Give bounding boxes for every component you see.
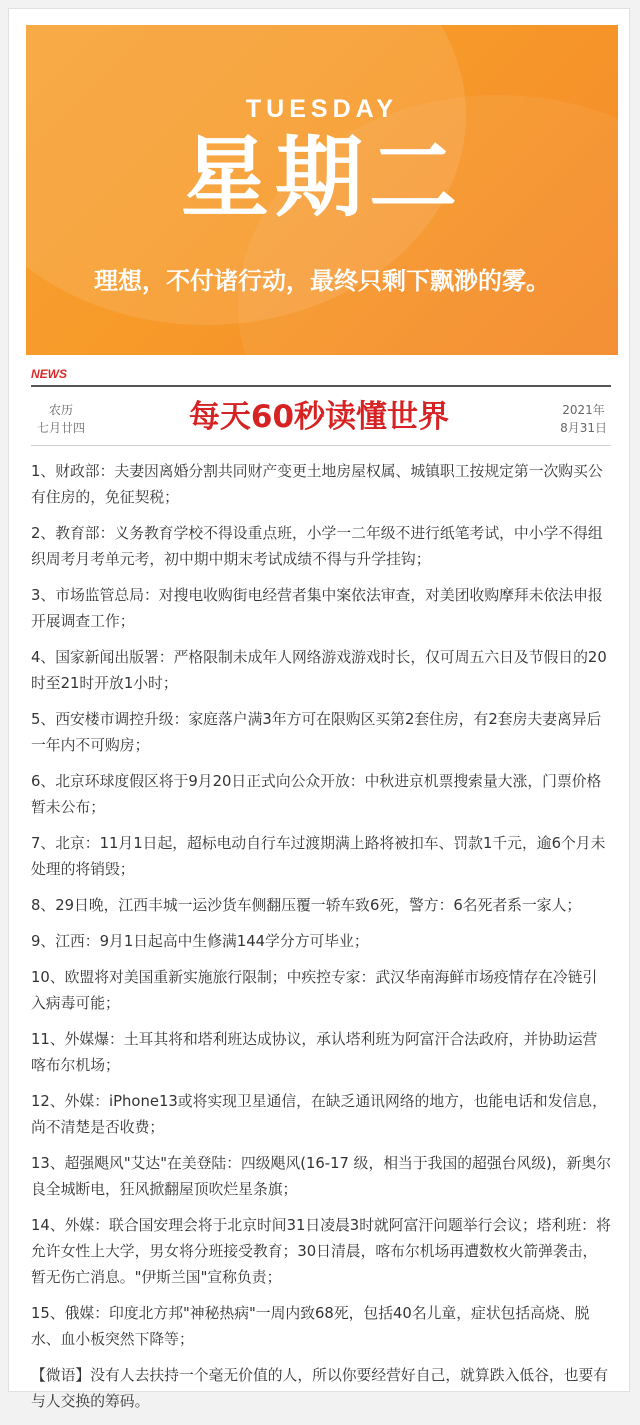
news-item-10: 10、欧盟将对美国重新实施旅行限制；中疾控专家：武汉华南海鲜市场疫情存在冷链引入病毒可能； xyxy=(31,969,598,1012)
quote-item: 【微语】没有人去扶持一个毫无价值的人，所以你要经营好自己，就算跌入低谷，也要有与人交换的筹码。 xyxy=(31,1367,609,1410)
news-tag: NEWS xyxy=(31,367,67,381)
news-item-6: 6、北京环球度假区将于9月20日正式向公众开放：中秋进京机票搜索量大涨，门票价格暂未公布； xyxy=(31,773,602,816)
news-item-14: 14、外媒：联合国安理会将于北京时间31日凌晨3时就阿富汗问题举行会议；塔利班：将允许女性上大学，男女将分班接受教育；30日清晨，喀布尔机场再遭数枚火箭弹袭击，暂无伤亡消息。"伊斯兰国"宣称负责； xyxy=(31,1217,611,1286)
news-item-4: 4、国家新闻出版署：严格限制未成年人网络游戏游戏时长，仅可周五六日及节假日的20时至21时开放1小时； xyxy=(31,649,607,692)
weekday-banner xyxy=(26,25,618,355)
weekday-chinese: 星期二 xyxy=(180,126,463,229)
news-item-12: 12、外媒：iPhone13或将实现卫星通信，在缺乏通讯网络的地方，也能电话和发信息，尚不清楚是否收费； xyxy=(31,1093,607,1136)
news-item-5: 5、西安楼市调控升级：家庭落户满3年方可在限购区买第2套住房，有2套房夫妻离异后一年内不可购房； xyxy=(31,711,602,754)
lunar-day: 七月廿四 xyxy=(37,421,86,435)
weekday-english: TUESDAY xyxy=(245,95,399,123)
news-item-9: 9、江西：9月1日起高中生修满144学分方可毕业； xyxy=(31,933,369,950)
page-title: 每天60秒读懂世界 xyxy=(188,399,450,435)
date-day: 8月31日 xyxy=(560,421,607,435)
title-divider xyxy=(31,445,611,446)
gregorian-date xyxy=(560,401,607,437)
date-year: 2021年 xyxy=(562,403,605,417)
news-item-2: 2、教育部：义务教育学校不得设重点班，小学一二年级不进行纸笔考试，中小学不得组织周考月考单元考，初中期中期末考试成绩不得与升学挂钩； xyxy=(31,525,603,568)
news-list xyxy=(31,459,611,1425)
news-item-8: 8、29日晚，江西丰城一运沙货车侧翻压覆一轿车致6死，警方：6名死者系一家人； xyxy=(31,897,582,914)
news-item-1: 1、财政部：夫妻因离婚分割共同财产变更土地房屋权属、城镇职工按规定第一次购买公有住房的，免征契税； xyxy=(31,463,603,506)
news-item-15: 15、俄媒：印度北方邦"神秘热病"一周内致68死，包括40名儿童，症状包括高烧、脱水、血小板突然下降等； xyxy=(31,1305,590,1348)
news-item-11: 11、外媒爆：土耳其将和塔利班达成协议，承认塔利班为阿富汗合法政府，并协助运营喀布尔机场； xyxy=(31,1031,598,1074)
lunar-label: 农历 xyxy=(49,403,74,417)
header-divider xyxy=(31,385,611,387)
news-item-7: 7、北京：11月1日起，超标电动自行车过渡期满上路将被扣车、罚款1千元，逾6个月未处理的将销毁； xyxy=(31,835,606,878)
news-card xyxy=(8,8,630,1410)
news-item-3: 3、市场监管总局：对搜电收购街电经营者集中案依法审查，对美团收购摩拜未依法申报开展调查工作； xyxy=(31,587,603,630)
motto-text: 理想，不付诸行动，最终只剩下飘渺的雾。 xyxy=(94,267,550,295)
news-item-13: 13、超强飓风"艾达"在美登陆：四级飓风(16-17 级，相当于我国的超强台风级)，新奥尔良全城断电，狂风掀翻屋顶吹烂星条旗； xyxy=(31,1155,611,1198)
